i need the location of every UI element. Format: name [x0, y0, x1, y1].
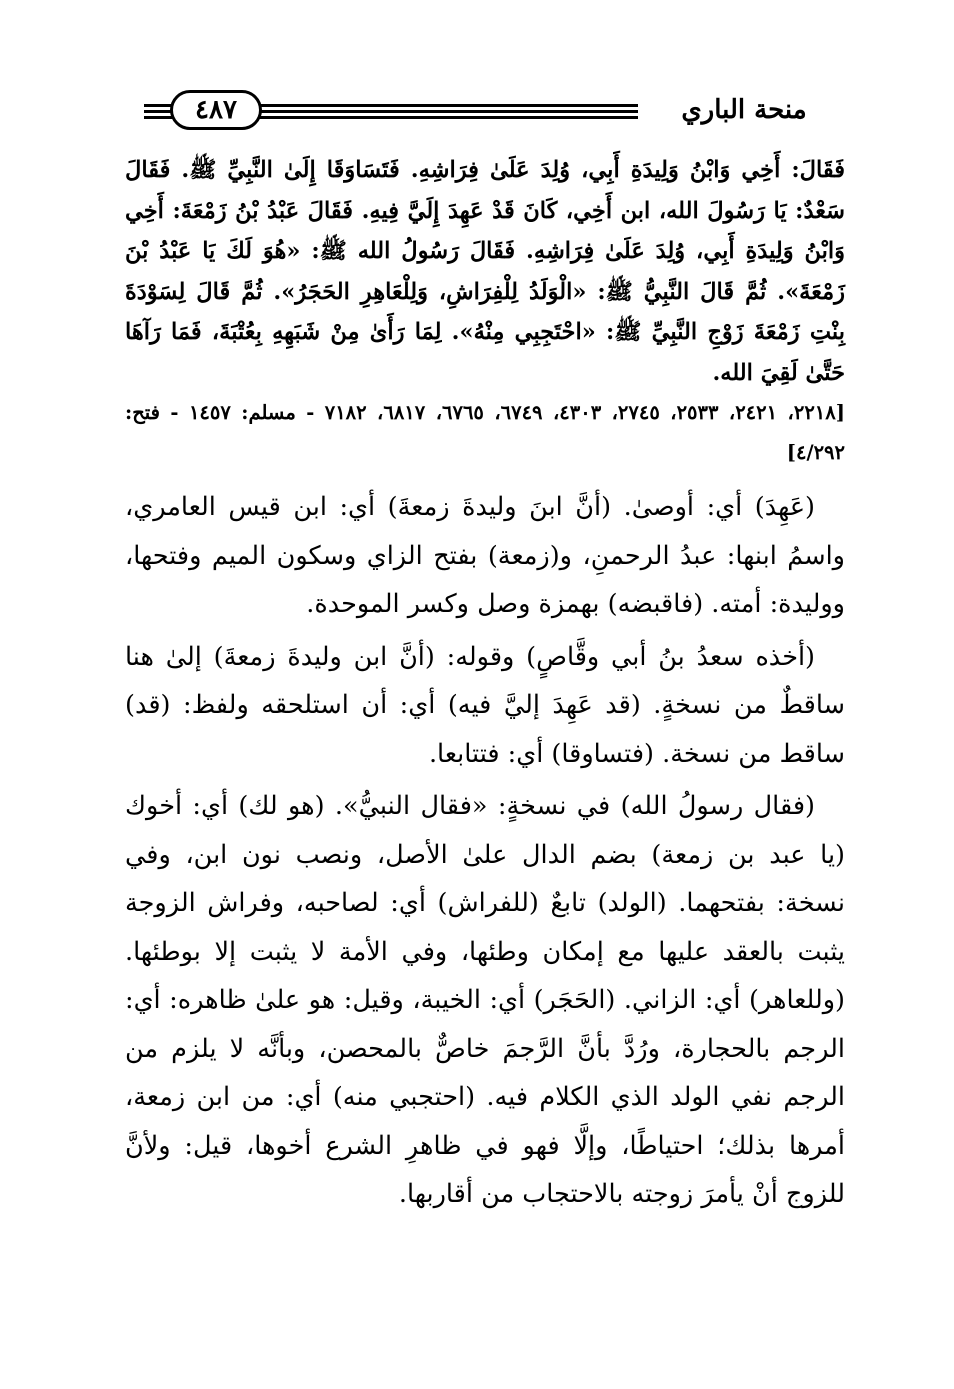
page-header	[128, 88, 843, 132]
commentary-paragraph: (عَهِدَ) أي: أوصىٰ. (أنَّ ابنَ وليدةَ زمعةَ) أي: ابن قيس العامري، واسمُ ابنها: عبدُ الرحمنِ، و(زمعة) بفتح الزاي وسكون الميم وفتحها، ووليدة: أمته. (فاقبضه) بهمزة وصل وكسر الموحدة.	[125, 492, 845, 619]
commentary-paragraph: (أخذه سعدُ بنُ أبي وقَّاصٍ) وقوله: (أنَّ ابن وليدةَ زمعةَ) إلىٰ هنا ساقطٌ من نسخةٍ. (قد عَهِدَ إليَّ فيه) أي: أن استلحقه ولفظ: (قد) ساقط من نسخة. (فتساوقا) أي: فتتابعا.	[125, 641, 845, 769]
page-body	[125, 150, 845, 1219]
page-number: ٤٨٧	[170, 90, 262, 130]
hadith-text: فَقَالَ: أَخِي وَابْنُ وَلِيدَةِ أَبِي، وُلِدَ عَلَىٰ فِرَاشِهِ. فَتَسَاوَقَا إِلَىٰ النَّبِيِّ ﷺ. فَقَالَ سَعْدٌ: يَا رَسُولَ الله، ابن أَخِي، كَانَ قَدْ عَهِدَ إِلَيَّ فِيهِ. فَقَالَ عَبْدُ بْنُ زَمْعَةَ: أَخِي وَابْنُ وَلِيدَةِ أَبِي، وُلِدَ عَلَىٰ فِرَاشِهِ. فَقَالَ رَسُولُ الله ﷺ: «هُوَ لَكَ يَا عَبْدُ بْنَ زَمْعَةَ». ثُمَّ قَالَ النَّبِيُّ ﷺ: «الْوَلَدُ لِلْفِرَاشِ، وَلِلْعَاهِرِ الحَجَرُ». ثُمَّ قَالَ لِسَوْدَةَ بِنْتِ زَمْعَةَ زَوْجِ النَّبِيِّ ﷺ: «احْتَجِبِي مِنْهُ». لِمَا رَأَىٰ مِنْ شَبَهِهِ بِعُتْبَةَ، فَمَا رَآهَا حَتَّىٰ لَقِيَ الله.	[125, 157, 845, 386]
hadith-references: [٢٢١٨، ٢٤٢١، ٢٥٣٣، ٢٧٤٥، ٤٣٠٣، ٦٧٤٩، ٦٧٦٥، ٦٨١٧، ٧١٨٢ - مسلم: ١٤٥٧ - فتح: ٤/٢٩٢]	[125, 401, 845, 464]
header-rule-gap	[128, 88, 144, 132]
commentary-paragraph: (فقال رسولُ الله) في نسخةٍ: «فقال النبيُّ». (هو لك) أي: أخوك (يا عبد بن زمعة) بضم الدال علىٰ الأصل، ونصب نون ابن، وفي نسخة: بفتحهما. (الولد) تابعٌ (للفراش) أي: لصاحبه، وفراش الزوجة يثبت بالعقد عليها مع إمكان وطئها، وفي الأمة لا يثبت إلا بوطئها. (وللعاهر) أي: الزاني. (الحَجَر) أي: الخيبة، وقيل: هو علىٰ ظاهره: أي: الرجم بالحجارة، ورُدَّ بأنَّ الرَّجمَ خاصٌّ بالمحصن، وبأنَّه لا يلزم من الرجم نفي الولد الذي الكلام فيه. (احتجبي منه) أي: من ابن زمعة، أمرها بذلك؛ احتياطًا، وإلَّا فهو في ظاهرِ الشرع أخوها، قيل: ولأنَّ للزوج أنْ يأمرَ زوجته بالاحتجاب من أقاربها.	[125, 791, 845, 1209]
running-title: منحة الباري	[638, 90, 850, 130]
